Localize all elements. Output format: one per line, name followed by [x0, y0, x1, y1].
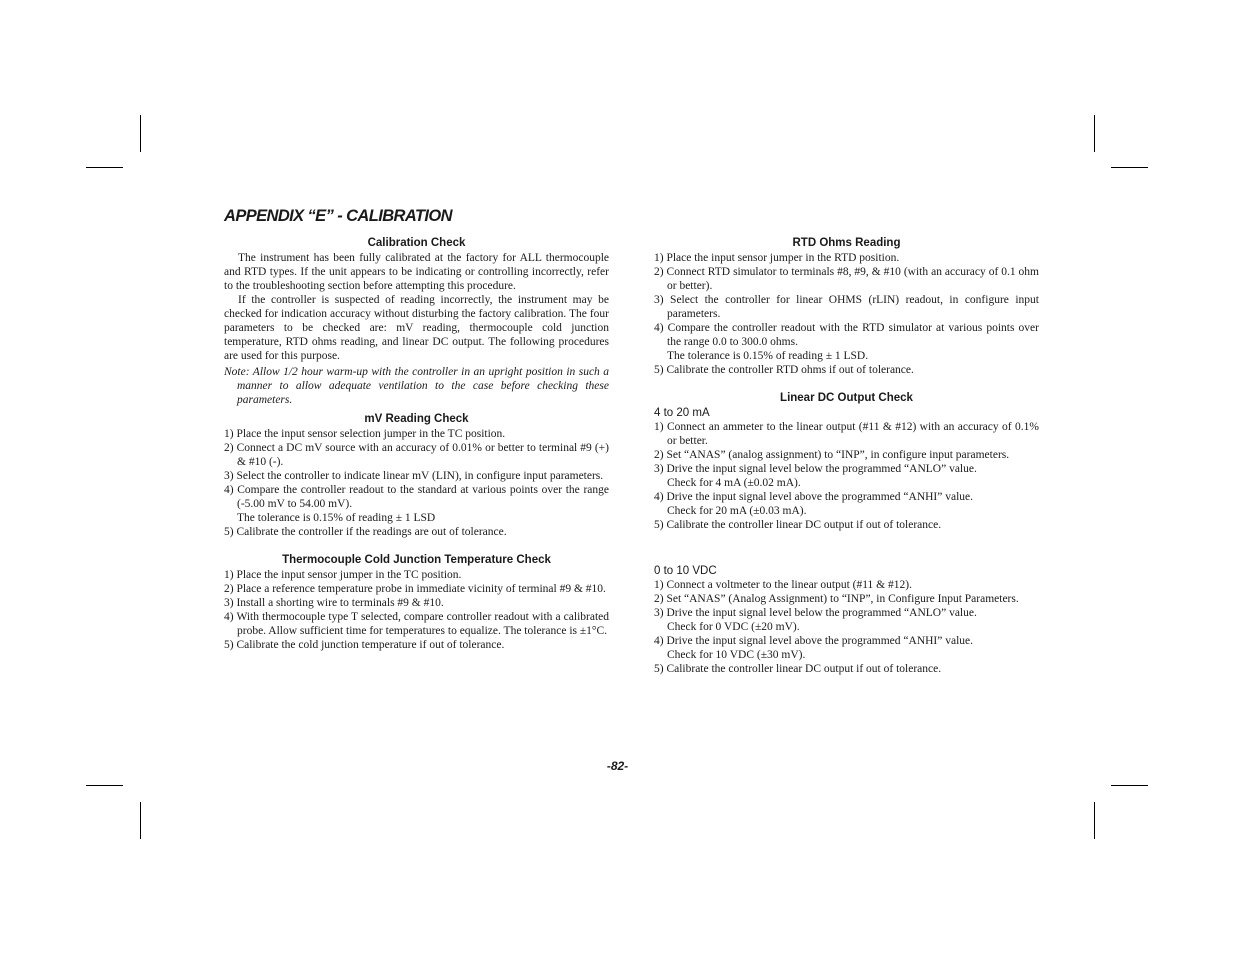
list-item: 4) Drive the input signal level above the programmed “ANHI” value. [654, 635, 974, 647]
ma-subheading: 4 to 20 mA [654, 407, 710, 419]
crop-mark-bottom-right-vertical [1094, 802, 1095, 839]
rtd-ohms-heading: RTD Ohms Reading [792, 237, 901, 249]
list-item: 5) Calibrate the controller if the readings are out of tolerance. [224, 526, 507, 538]
list-item: 1) Connect a voltmeter to the linear output (#11 & #12). [654, 579, 912, 591]
cold-junction-heading: Thermocouple Cold Junction Temperature Check [282, 554, 551, 566]
vdc-check-low: Check for 0 VDC (±20 mV). [667, 621, 800, 633]
ma-check-low: Check for 4 mA (±0.02 mA). [667, 477, 801, 489]
list-item: 1) Place the input sensor jumper in the RTD position. [654, 252, 900, 264]
list-item: 5) Calibrate the controller linear DC output if out of tolerance. [654, 519, 942, 531]
ma-check-high: Check for 20 mA (±0.03 mA). [667, 505, 807, 517]
list-item: 1) Connect an ammeter to the linear output (#11 & #12) with an accuracy of 0.1% or better. [654, 421, 1039, 447]
page-title: APPENDIX “E” - CALIBRATION [224, 207, 452, 225]
linear-dc-heading: Linear DC Output Check [780, 392, 913, 404]
vdc-check-high: Check for 10 VDC (±30 mV). [667, 649, 806, 661]
crop-mark-top-left-horizontal [86, 167, 123, 168]
list-item: 3) Select the controller for linear OHMS (rLIN) readout, in configure input parameters. [654, 294, 1039, 320]
list-item: 4) Compare the controller readout to the standard at various points over the range (-5.00 mV to 54.00 mV). [224, 484, 609, 510]
crop-mark-top-left-vertical [140, 115, 141, 152]
crop-mark-bottom-right-horizontal [1111, 785, 1148, 786]
list-item: 4) Compare the controller readout with the RTD simulator at various points over the range 0.0 to 300.0 ohms. [654, 322, 1039, 348]
list-item: 2) Set “ANAS” (Analog Assignment) to “INP”, in Configure Input Parameters. [654, 593, 1019, 605]
list-item: 2) Set “ANAS” (analog assignment) to “INP”, in configure input parameters. [654, 449, 1010, 461]
calibration-check-paragraph-1: The instrument has been fully calibrated at the factory for ALL thermocouple and RTD types. If the unit appears to be indicating or controlling incorrectly, refer to the troubleshooting section before attempting this procedure. [224, 252, 609, 292]
list-item: 3) Drive the input signal level below the programmed “ANLO” value. [654, 607, 977, 619]
list-item: 5) Calibrate the cold junction temperature if out of tolerance. [224, 639, 505, 651]
left-column [224, 236, 609, 652]
list-item: 3) Drive the input signal level below the programmed “ANLO” value. [654, 463, 977, 475]
calibration-check-heading: Calibration Check [367, 237, 466, 249]
calibration-check-paragraph-2: If the controller is suspected of reading incorrectly, the instrument may be checked for indication accuracy without disturbing the factory calibration. The four parameters to be checked are: mV reading, thermocouple cold junction temperature, RTD ohms reading, and linear DC output. The following procedures are used for this purpose. [224, 294, 609, 362]
warmup-note: Note: Allow 1/2 hour warm-up with the controller in an upright position in such a manner to allow adequate ventilation to the case before checking these parameters. [224, 366, 609, 406]
page-number: -82- [606, 759, 629, 773]
mv-check-heading: mV Reading Check [364, 413, 469, 425]
list-item: 5) Calibrate the controller linear DC output if out of tolerance. [654, 663, 942, 675]
mv-tolerance: The tolerance is 0.15% of reading ± 1 LSD [237, 512, 436, 524]
crop-mark-bottom-left-vertical [140, 802, 141, 839]
list-item: 1) Place the input sensor selection jumper in the TC position. [224, 428, 506, 440]
list-item: 4) Drive the input signal level above the programmed “ANHI” value. [654, 491, 974, 503]
list-item: 2) Connect a DC mV source with an accuracy of 0.01% or better to terminal #9 (+) & #10 (-). [224, 442, 609, 468]
vdc-subheading: 0 to 10 VDC [654, 565, 717, 577]
right-column [654, 236, 1039, 676]
list-item: 1) Place the input sensor jumper in the TC position. [224, 569, 462, 581]
crop-mark-top-right-horizontal [1111, 167, 1148, 168]
crop-mark-top-right-vertical [1094, 115, 1095, 152]
list-item: 5) Calibrate the controller RTD ohms if out of tolerance. [654, 364, 914, 376]
list-item: 3) Install a shorting wire to terminals #9 & #10. [224, 597, 444, 609]
rtd-tolerance: The tolerance is 0.15% of reading ± 1 LSD. [667, 350, 869, 362]
list-item: 2) Place a reference temperature probe in immediate vicinity of terminal #9 & #10. [224, 583, 606, 595]
list-item: 4) With thermocouple type T selected, compare controller readout with a calibrated probe. Allow sufficient time for temperatures to equalize. The tolerance is ±1°C. [224, 611, 609, 637]
list-item: 2) Connect RTD simulator to terminals #8, #9, & #10 (with an accuracy of 0.1 ohm or better). [654, 266, 1039, 292]
list-item: 3) Select the controller to indicate linear mV (LIN), in configure input parameters. [224, 470, 604, 482]
crop-mark-bottom-left-horizontal [86, 785, 123, 786]
